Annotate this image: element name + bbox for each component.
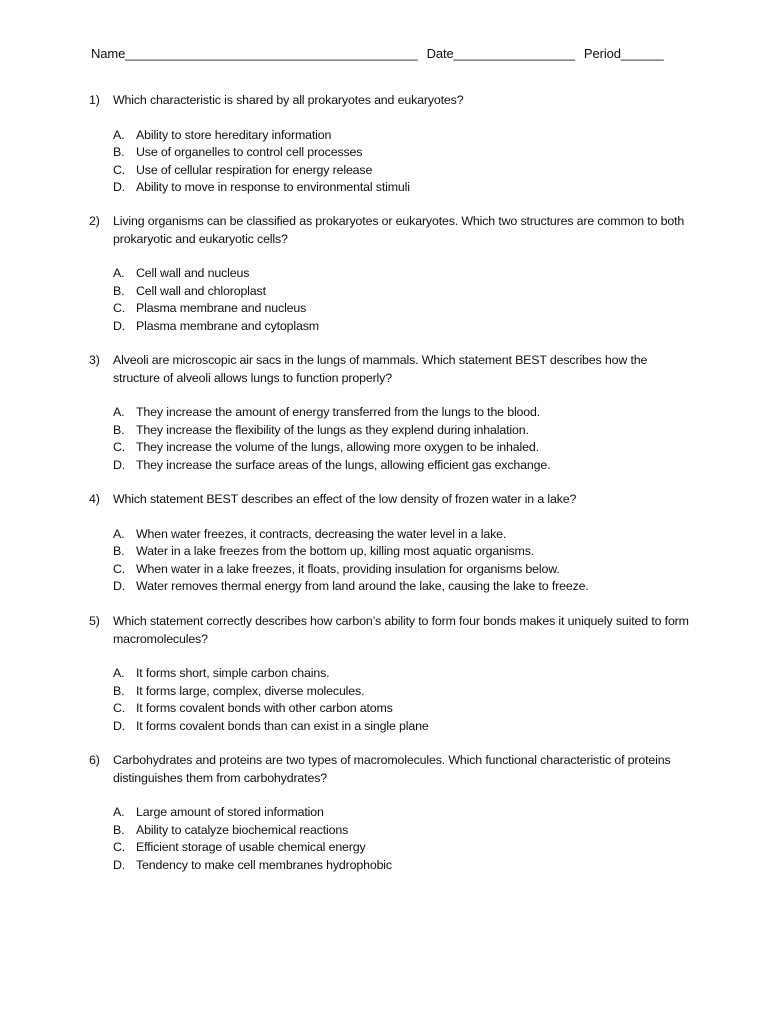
answer-choices [113,665,689,735]
choice-letter: B. [113,544,125,558]
choice-text: They increase the flexibility of the lungs as they explend during inhalation. [136,422,529,437]
choice-letter: C. [113,701,126,715]
choice-text: They increase the volume of the lungs, allowing more oxygen to be inhaled. [136,440,539,454]
choice-letter: B. [113,683,125,698]
answer-choice [113,265,689,283]
choice-text: They increase the amount of energy transferred from the lungs to the blood. [136,405,541,419]
choice-letter: A. [113,266,125,280]
choice-text: When water in a lake freezes, it floats, providing insulation for organisms below. [136,561,560,576]
answer-choice [113,665,689,683]
question-2 [89,213,689,335]
question-4 [89,491,689,596]
question-number: 1) [89,93,100,107]
answer-choice [113,439,689,457]
choice-letter: B. [113,145,125,159]
answer-choices [113,804,689,874]
answer-choice [113,144,689,162]
choice-letter: D. [113,857,126,872]
question-text: Carbohydrates and proteins are two types of macromolecules. Which functional characteristic of proteins distinguishes them from carbohydrates? [113,753,671,785]
answer-choice [113,422,689,440]
answer-choice [113,561,689,579]
question-number: 4) [89,492,100,506]
choice-text: Large amount of stored information [136,805,324,819]
choice-letter: D. [113,718,126,733]
choice-text: Use of cellular respiration for energy release [136,162,373,177]
question-5 [89,613,689,735]
choice-text: When water freezes, it contracts, decreasing the water level in a lake. [136,526,507,541]
choice-text: Ability to move in response to environmental stimuli [136,180,410,194]
answer-choice [113,162,689,180]
choice-text: Ability to catalyze biochemical reactions [136,822,349,837]
answer-choice [113,526,689,544]
answer-choices [113,526,689,596]
choice-text: Ability to store hereditary information [136,127,332,142]
choice-letter: A. [113,526,125,541]
question-text: Which statement BEST describes an effect of the low density of frozen water in a lake? [113,492,577,506]
answer-choice [113,718,689,736]
question-text: Living organisms can be classified as prokaryotes or eukaryotes. Which two structures are common to both prokaryotic and eukaryotic cells? [113,214,685,246]
answer-choice [113,578,689,596]
student-info-header [91,45,691,63]
question-number: 2) [89,214,100,228]
choice-letter: B. [113,283,125,298]
answer-choice [113,683,689,701]
choice-letter: A. [113,127,125,142]
choice-text: It forms covalent bonds than can exist in a single plane [136,718,429,733]
choice-letter: C. [113,840,126,854]
choice-text: Water in a lake freezes from the bottom up, killing most aquatic organisms. [136,544,535,558]
date-field: Date_________________ [426,46,575,61]
choice-letter: C. [113,162,126,177]
answer-choice [113,543,689,561]
choice-letter: A. [113,405,125,419]
answer-choice [113,700,689,718]
choice-text: Efficient storage of usable chemical energy [136,840,366,854]
answer-choices [113,127,689,197]
question-3 [89,352,689,474]
choice-letter: D. [113,180,126,194]
answer-choice [113,283,689,301]
choice-text: They increase the surface areas of the lungs, allowing efficient gas exchange. [136,457,551,472]
answer-choice [113,127,689,145]
choice-text: It forms short, simple carbon chains. [136,666,330,680]
answer-choice [113,318,689,336]
answer-choice [113,804,689,822]
choice-text: Use of organelles to control cell processes [136,145,363,159]
choice-text: Tendency to make cell membranes hydrophobic [136,857,392,872]
answer-choice [113,839,689,857]
choice-letter: D. [113,318,126,333]
question-text: Alveoli are microscopic air sacs in the lungs of mammals. Which statement BEST describes how the structure of alveoli allows lungs to function properly? [113,353,648,385]
period-field: Period______ [583,46,664,61]
choice-text: Cell wall and nucleus [136,266,250,280]
choice-letter: B. [113,822,125,837]
answer-choice [113,300,689,318]
answer-choice [113,457,689,475]
choice-letter: B. [113,422,125,437]
question-text: Which characteristic is shared by all prokaryotes and eukaryotes? [113,93,464,107]
name-field: Name_________________________________________ [91,46,418,61]
question-text: Which statement correctly describes how carbon’s ability to form four bonds makes it uniquely suited to form macromolecules? [113,614,689,646]
question-1 [89,92,689,197]
answer-choice [113,179,689,197]
question-number: 6) [89,753,100,767]
answer-choice [113,404,689,422]
choice-text: It forms covalent bonds with other carbon atoms [136,701,393,715]
question-number: 5) [89,614,100,628]
choice-text: Cell wall and chloroplast [136,283,266,298]
choice-text: Water removes thermal energy from land around the lake, causing the lake to freeze. [136,579,589,593]
choice-letter: A. [113,666,125,680]
answer-choice [113,822,689,840]
answer-choices [113,404,689,474]
choice-letter: C. [113,561,126,576]
choice-letter: D. [113,457,126,472]
question-6 [89,752,689,874]
choice-letter: A. [113,805,125,819]
answer-choice [113,857,689,875]
choice-text: Plasma membrane and cytoplasm [136,318,319,333]
choice-letter: C. [113,440,126,454]
question-number: 3) [89,353,100,367]
choice-text: It forms large, complex, diverse molecules. [136,683,365,698]
choice-text: Plasma membrane and nucleus [136,301,307,315]
choice-letter: D. [113,579,126,593]
choice-letter: C. [113,301,126,315]
answer-choices [113,265,689,335]
